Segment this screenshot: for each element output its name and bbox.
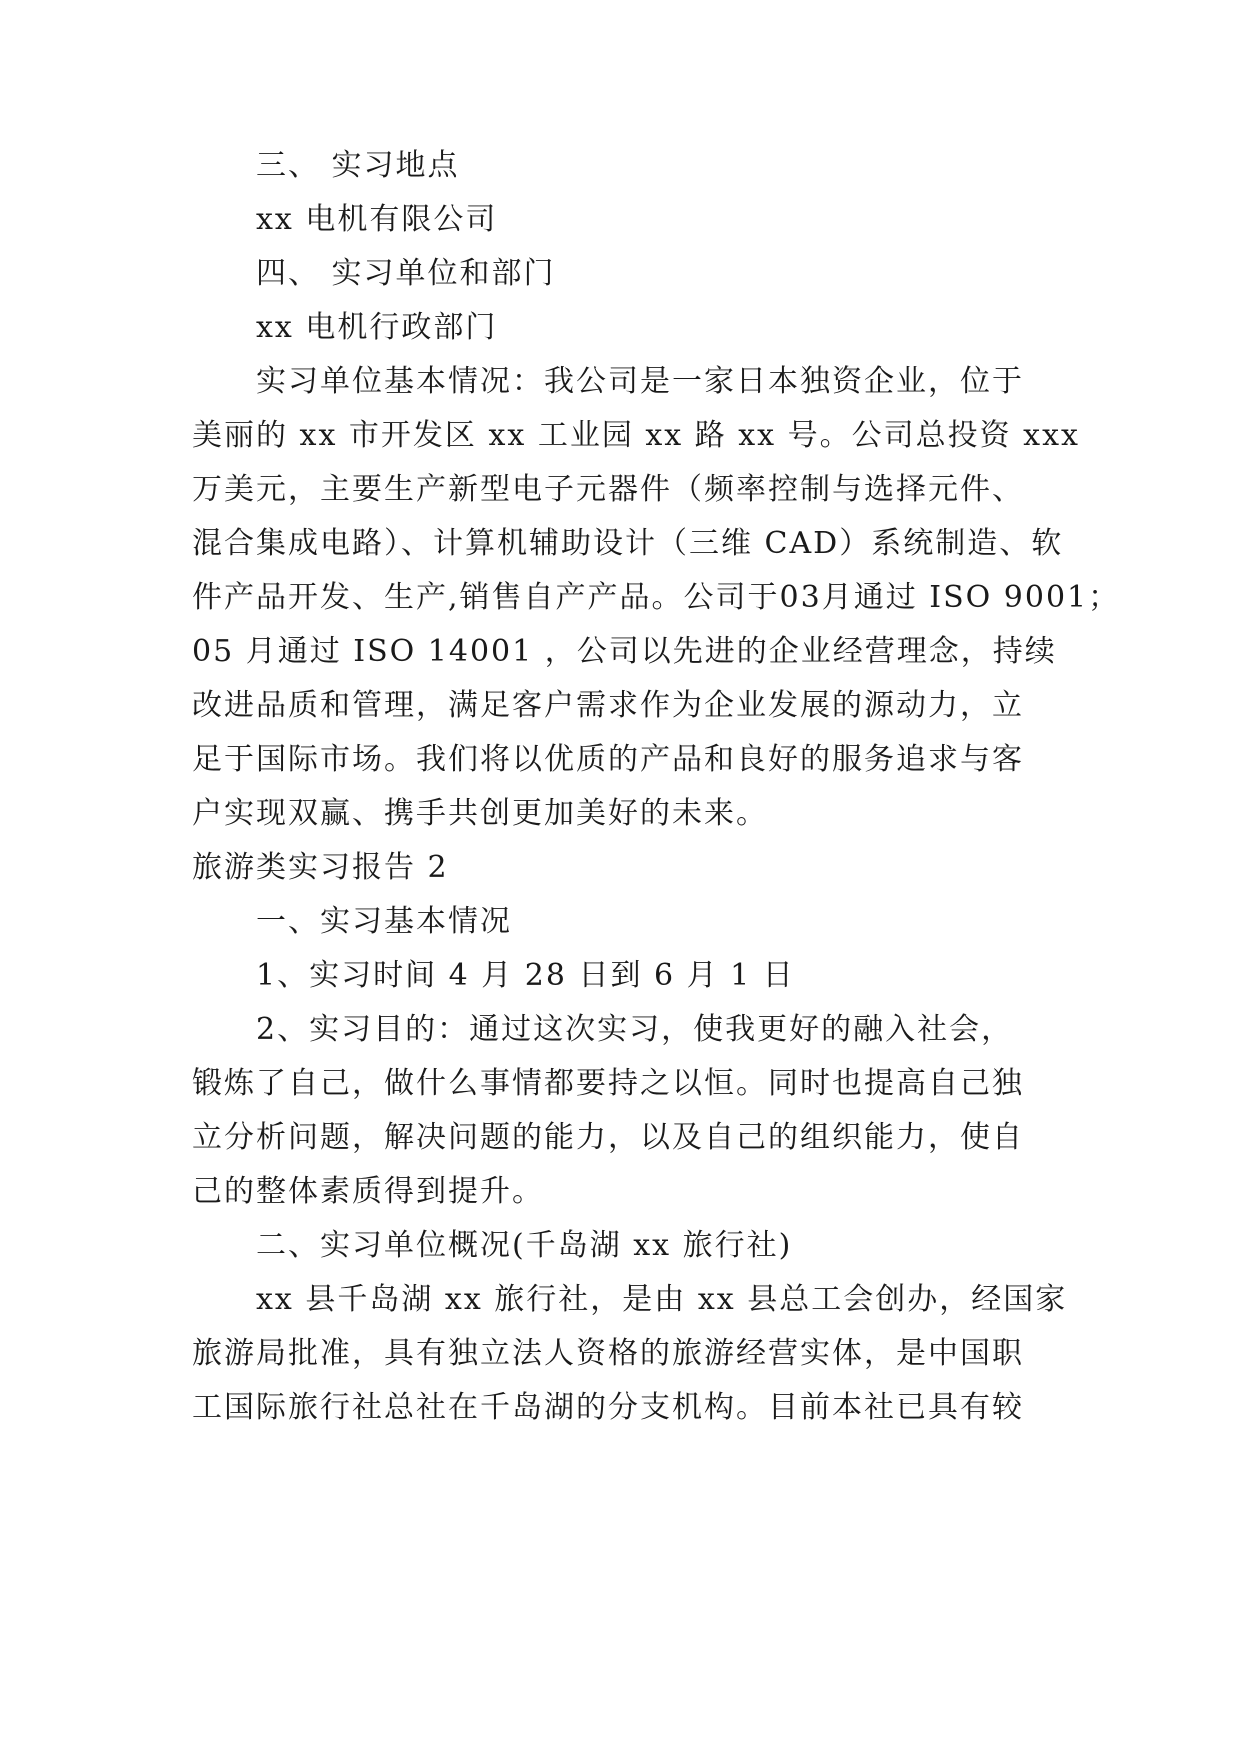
- text-line: xx 电机有限公司: [256, 202, 498, 237]
- paragraph-line: 锻炼了自己，做什么事情都要持之以恒。同时也提高自己独: [192, 1066, 1024, 1101]
- section-heading-basic-info: 一、实习基本情况: [256, 904, 512, 939]
- paragraph-line: 实习单位基本情况：我公司是一家日本独资企业，位于: [256, 364, 1024, 399]
- section-heading-unit-and-department: 四、 实习单位和部门: [256, 256, 556, 291]
- paragraph-line: 2、实习目的：通过这次实习，使我更好的融入社会，: [256, 1012, 1014, 1047]
- paragraph-line: 美丽的 xx 市开发区 xx 工业园 xx 路 xx 号。公司总投资 xxx: [192, 418, 1080, 453]
- paragraph-line: 件产品开发、生产,销售自产产品。公司于03月通过 ISO 9001；: [192, 580, 1121, 615]
- paragraph-line: 混合集成电路）、计算机辅助设计（三维 CAD）系统制造、软: [192, 526, 1064, 561]
- section-heading-unit-overview: 二、实习单位概况(千岛湖 xx 旅行社): [256, 1228, 793, 1263]
- paragraph-line: 立分析问题，解决问题的能力，以及自己的组织能力，使自: [192, 1120, 1024, 1155]
- section-heading-internship-location: 三、 实习地点: [256, 148, 460, 183]
- paragraph-line: 足于国际市场。我们将以优质的产品和良好的服务追求与客: [192, 742, 1024, 777]
- text-line: 1、实习时间 4 月 28 日到 6 月 1 日: [256, 958, 795, 993]
- paragraph-line: 己的整体素质得到提升。: [192, 1174, 544, 1209]
- paragraph-line: 万美元，主要生产新型电子元器件（频率控制与选择元件、: [192, 472, 1024, 507]
- paragraph-line: 05 月通过 ISO 14001 ，公司以先进的企业经营理念，持续: [192, 634, 1057, 669]
- paragraph-line: 旅游局批准，具有独立法人资格的旅游经营实体，是中国职: [192, 1336, 1024, 1371]
- text-line: xx 电机行政部门: [256, 310, 498, 345]
- paragraph-line: 改进品质和管理，满足客户需求作为企业发展的源动力，立: [192, 688, 1024, 723]
- paragraph-line: xx 县千岛湖 xx 旅行社，是由 xx 县总工会创办，经国家: [256, 1282, 1068, 1317]
- report-title: 旅游类实习报告 2: [192, 850, 449, 885]
- paragraph-line: 户实现双赢、携手共创更加美好的未来。: [192, 796, 768, 831]
- paragraph-line: 工国际旅行社总社在千岛湖的分支机构。目前本社已具有较: [192, 1390, 1024, 1425]
